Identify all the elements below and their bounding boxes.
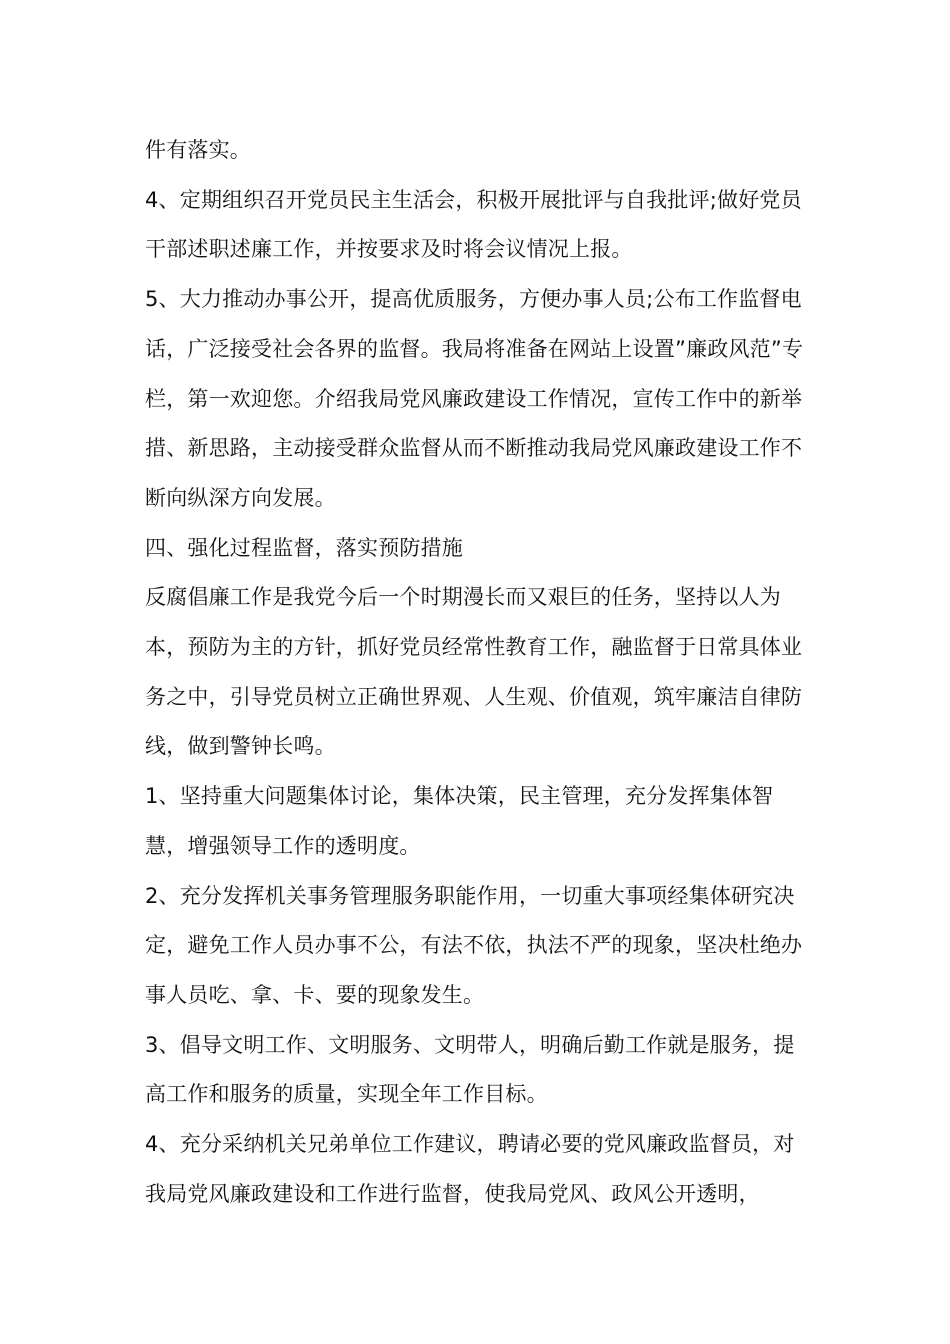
- paragraph-item-2-service-function: 2、充分发挥机关事务管理服务职能作用，一切重大事项经集体研究决定，避免工作人员办事不公，有法不依，执法不严的现象，坚决杜绝办事人员吃、拿、卡、要的现象发生。: [145, 883, 803, 1007]
- paragraph-item-4-supervisors: 4、充分采纳机关兄弟单位工作建议，聘请必要的党风廉政监督员，对我局党风廉政建设和工作进行监督，使我局党风、政风公开透明，: [145, 1132, 795, 1206]
- section-heading-four: 四、强化过程监督，落实预防措施: [145, 535, 463, 560]
- paragraph-item-4-democratic-life: 4、定期组织召开党员民主生活会，积极开展批评与自我批评;做好党员干部述职述廉工作，并按要求及时将会议情况上报。: [145, 187, 802, 262]
- paragraph-anti-corruption: 反腐倡廉工作是我党今后一个时期漫长而又艰巨的任务，坚持以人为本，预防为主的方针，抓好党员经常性教育工作，融监督于日常具体业务之中，引导党员树立正确世界观、人生观、价值观，筑牢廉洁自律防线，做到警钟长鸣。: [145, 585, 803, 759]
- paragraph-item-1-collective-decision: 1、坚持重大问题集体讨论，集体决策，民主管理，充分发挥集体智慧，增强领导工作的透明度。: [145, 784, 774, 858]
- document-body: [145, 126, 810, 1219]
- paragraph-item-3-civilized-work: 3、倡导文明工作、文明服务、文明带人，明确后勤工作就是服务，提高工作和服务的质量，实现全年工作目标。: [145, 1032, 795, 1107]
- paragraph-continuation: 件有落实。: [145, 138, 251, 162]
- paragraph-item-5-open-affairs: 5、大力推动办事公开，提高优质服务，方便办事人员;公布工作监督电话，广泛接受社会各界的监督。我局将准备在网站上设置”廉政风范”专栏，第一欢迎您。介绍我局党风廉政建设工作情况，宣传工作中的新举措、新思路，主动接受群众监督从而不断推动我局党风廉政建设工作不断向纵深方向发展。: [145, 287, 804, 510]
